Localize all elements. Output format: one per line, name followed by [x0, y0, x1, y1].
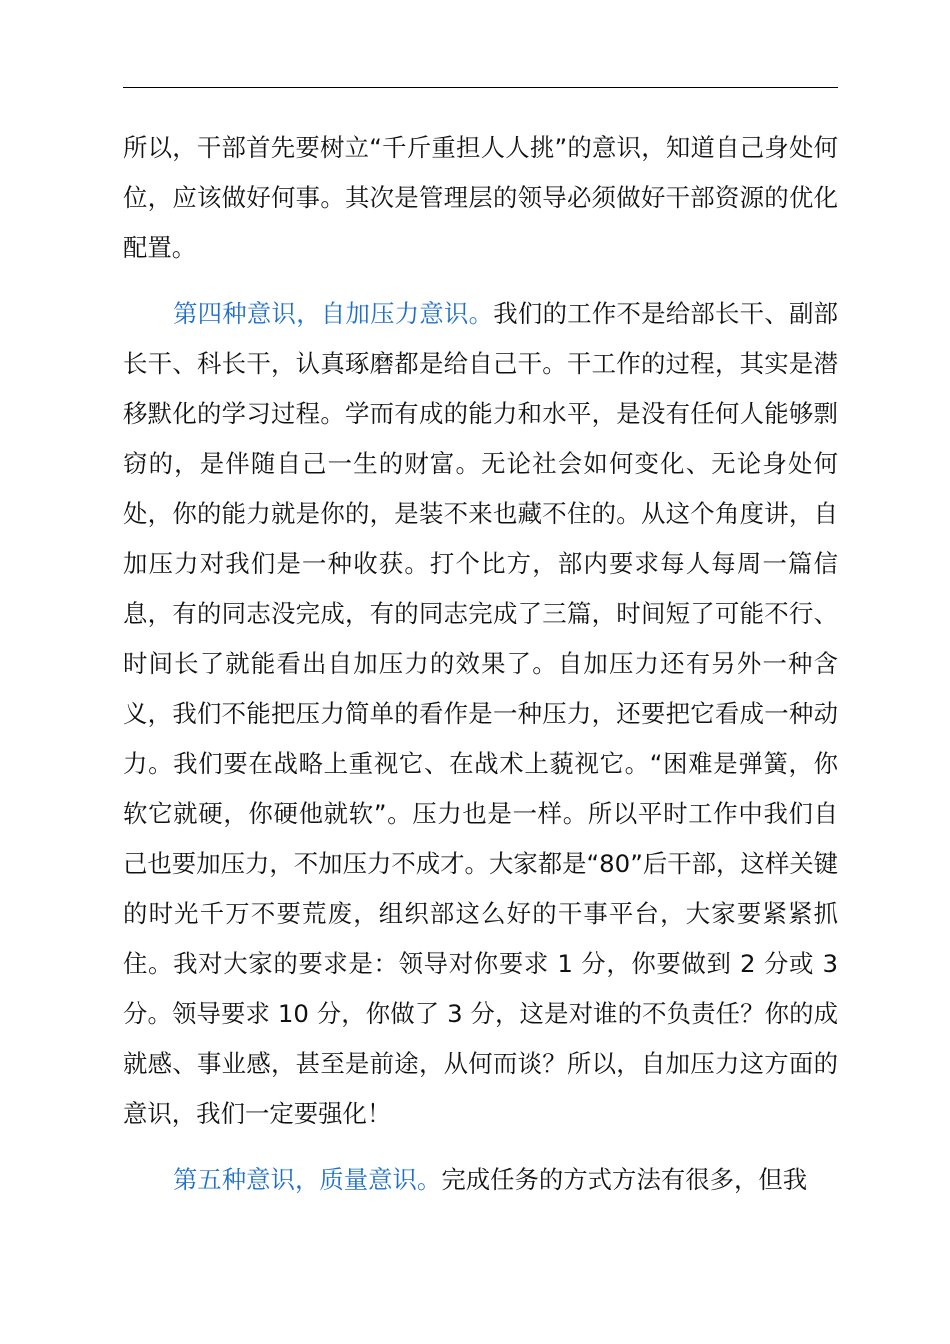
section-heading-fifth-awareness: 第五种意识，质量意识。 [173, 1165, 442, 1194]
paragraph-text: 我们的工作不是给部长干、副部长干、科长干，认真琢磨都是给自己干。干工作的过程，其实是潜移默化的学习过程。学而有成的能力和水平，是没有任何人能够剽窃的，是伴随自己一生的财富。无论社会如何变化、无论身处何处，你的能力就是你的，是装不来也藏不住的。从这个角度讲，自加压力对我们是一种收获。打个比方，部内要求每人每周一篇信息，有的同志没完成，有的同志完成了三篇，时间短了可能不行、时间长了就能看出自加压力的效果了。自加压力还有另外一种含义，我们不能把压力简单的看作是一种压力，还要把它看成一种动力。我们要在战略上重视它、在战术上藐视它。“困难是弹簧，你软它就硬，你硬他就软”。压力也是一样。所以平时工作中我们自己也要加压力，不加压力不成才。大家都是“80”后干部，这样关键的时光千万不要荒废，组织部这么好的干事平台，大家要紧紧抓住。我对大家的要求是：领导对你要求 1 分，你要做到 2 分或 3 分。领导要求 10 分，你做了 3 分，这是对谁的不负责任？你的成就感、事业感，甚至是前途，从何而谈？所以，自加压力这方面的意识，我们一定要强化！ [123, 299, 838, 1128]
paragraph-fourth-awareness [123, 289, 838, 1139]
paragraph-text: 完成任务的方式方法有很多，但我 [441, 1165, 808, 1194]
paragraph-text: 所以，干部首先要树立“千斤重担人人挑”的意识，知道自己身处何位，应该做好何事。其次是管理层的领导必须做好干部资源的优化配置。 [123, 133, 838, 262]
paragraph-continuation [123, 123, 838, 273]
document-body [123, 123, 838, 1205]
paragraph-fifth-awareness [123, 1155, 838, 1205]
section-heading-fourth-awareness: 第四种意识，自加压力意识。 [173, 299, 494, 328]
header-rule [123, 87, 838, 88]
